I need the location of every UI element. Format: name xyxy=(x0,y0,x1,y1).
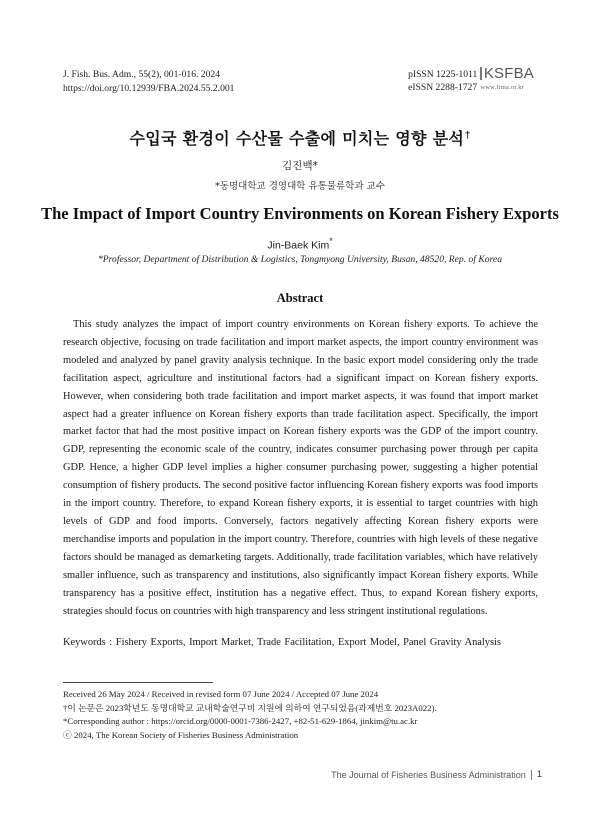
keywords: Keywords : Fishery Exports, Import Market, Trade Facilitation, Export Model, Panel Gravity Analysis xyxy=(63,637,501,648)
page-footer xyxy=(331,769,542,780)
english-title: The Impact of Import Country Environments on Korean Fishery Exports xyxy=(41,204,559,223)
funding-note: †이 논문은 2023학년도 동명대학교 교내학술연구비 지원에 의하여 연구되었음(과제번호 2023A022). xyxy=(63,702,437,713)
author-mark: * xyxy=(329,236,333,246)
abstract-heading: Abstract xyxy=(276,291,324,305)
korean-title: 수입국 환경이 수산물 수출에 미치는 영향 분석† xyxy=(129,129,471,148)
ksfba-logo: KSFBA xyxy=(480,66,534,81)
received-dates: Received 26 May 2024 / Received in revised form 07 June 2024 / Accepted 07 June 2024 xyxy=(63,689,379,699)
title-footnote-mark: † xyxy=(465,129,471,141)
footnote-divider xyxy=(63,682,213,683)
english-author: Jin-Baek Kim* xyxy=(267,236,333,252)
site-url[interactable]: www.fima.or.kr xyxy=(480,84,525,91)
korean-affiliation: *동명대학교 경영대학 유통물류학과 교수 xyxy=(215,181,385,192)
citation: J. Fish. Bus. Adm., 55(2), 001-016. 2024 xyxy=(63,69,220,80)
doi-link[interactable]: https://doi.org/10.12939/FBA.2024.55.2.001 xyxy=(63,83,235,94)
corresponding-author: *Corresponding author : https://orcid.org/0000-0001-7386-2427, +82-51-629-1864, jinkim@tu.ac.kr xyxy=(63,716,418,727)
abstract-body: This study analyzes the impact of import country environments on Korean fishery exports. To achieve the research objective, focusing on trade facilitation and import market aspects, the import country environment was modeled and analyzed by panel gravity analysis technique. In the basic export model considering only the trade facilitation aspect, agriculture and institutional factors had a significant impact on Korean fishery exports. However, when considering both trade facilitation and import market aspects, it was found that import market aspect had a greater influence on Korean fishery exports than trade facilitation aspect. Specifically, the import market factor that had the most positive impact on Korean fishery exports was the GDP of the import country. GDP, representing the economic scale of the country, indicates consumer purchasing power through per capita GDP. Hence, a higher GDP level implies a higher consumer purchasing power, suggesting a higher potential consumption of fishery products. The second positive factor influencing Korean fishery exports was food imports in the import country. Therefore, to expand Korean fishery exports, it is essential to target countries with high levels of GDP and food imports. Conversely, factors negatively affecting Korean fishery exports were merchandise imports and population in the import country. Therefore, countries with high levels of these negative factors should be managed as demarketing targets. Additionally, trade facilitation variables, which have relatively smaller influence, such as transparency and institutions, also significantly impact Korean fishery exports. While transparency has a positive effect, institution has a negative effect. Thus, to expand Korean fishery exports, strategies should focus on countries with high transparency and less stringent institutional regulations. xyxy=(63,319,538,617)
english-affiliation: *Professor, Department of Distribution & Logistics, Tongmyong University, Busan, 48520, Rep. of Korea xyxy=(97,254,502,265)
logo-bar-icon xyxy=(480,67,482,80)
journal-name: The Journal of Fisheries Business Administration xyxy=(331,769,526,780)
eissn: eISSN 2288-1727 xyxy=(408,82,478,93)
copyright: ⓒ 2024, The Korean Society of Fisheries Business Administration xyxy=(63,729,299,740)
page-number: 1 xyxy=(536,769,542,780)
pissn: pISSN 1225-1011 xyxy=(408,69,478,80)
issn-block xyxy=(408,66,534,94)
footer-separator xyxy=(531,770,532,780)
citation-block xyxy=(63,68,234,96)
korean-author: 김진백* xyxy=(282,160,318,172)
footnotes xyxy=(63,688,543,742)
